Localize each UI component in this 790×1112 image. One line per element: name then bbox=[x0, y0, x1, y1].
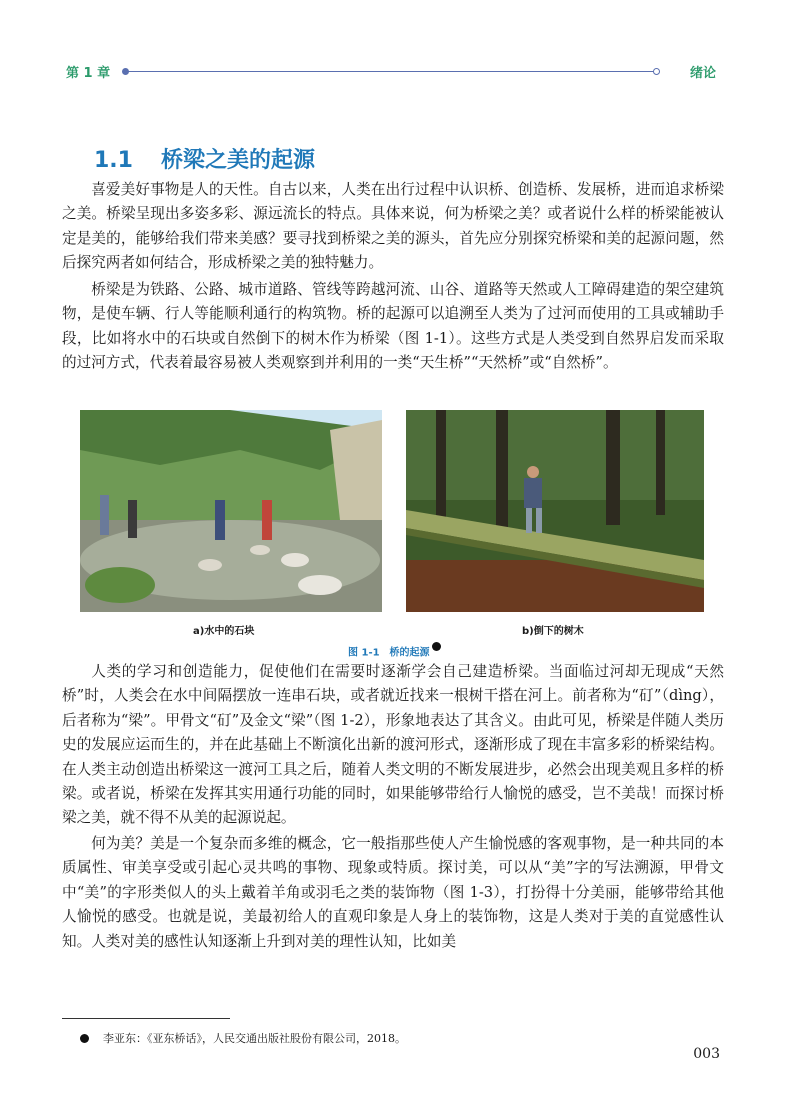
footnote bbox=[80, 1030, 406, 1046]
paragraph-3: 人类的学习和创造能力，促使他们在需要时逐渐学会自己建造桥梁。当面临过河却无现成“天然桥”时，人类会在水中间隔摆放一连串石块，或者就近找来一根树干搭在河上。前者称为“矴”（dìng），后者称为“梁”。甲骨文“矴”及金文“梁”（图 1-2），形象地表达了其含义。由此可见，桥梁是伴随人类历史的发展应运而生的，并在此基础上不断演化出新的渡河形式，逐渐形成了现在丰富多彩的桥梁结构。在人类主动创造出桥梁这一渡河工具之后，随着人类文明的不断发展进步，必然会出现美观且多样的桥梁。或者说，桥梁在发挥其实用通行功能的同时，如果能够带给行人愉悦的感受，岂不美哉！而探讨桥梁之美，就不得不从美的起源说起。 bbox=[62, 663, 724, 827]
page-number: 003 bbox=[693, 1046, 720, 1062]
header-dot-right bbox=[653, 68, 660, 75]
photo-stepping-stones bbox=[80, 410, 382, 612]
paragraph-2: 桥梁是为铁路、公路、城市道路、管线等跨越河流、山谷、道路等天然或人工障碍建造的架空建筑物，是使车辆、行人等能顺利通行的构筑物。桥的起源可以追溯至人类为了过河而使用的工具或辅助手段，比如将水中的石块或自然倒下的树木作为桥梁（图 1-1）。这些方式是人类受到自然界启发而采取的过河方式，代表着最容易被人类观察到并利用的一类“天生桥”“天然桥”或“自然桥”。 bbox=[62, 281, 724, 372]
figure-caption bbox=[348, 642, 441, 658]
section-title bbox=[94, 143, 315, 174]
subcaption-a: a)水中的石块 bbox=[193, 626, 255, 637]
photo-fallen-log bbox=[406, 410, 704, 612]
paragraph-1: 喜爱美好事物是人的天性。自古以来，人类在出行过程中认识桥、创造桥、发展桥，进而追求桥梁之美。桥梁呈现出多姿多彩、源远流长的特点。具体来说，何为桥梁之美？或者说什么样的桥梁能被认定是美的，能够给我们带来美感？要寻找到桥梁之美的源头，首先应分别探究桥梁和美的起源问题，然后探究两者如何结合，形成桥梁之美的独特魅力。 bbox=[62, 181, 724, 272]
footnote-text: 李亚东：《亚东桥话》，人民交通出版社股份有限公司，2018。 bbox=[103, 1032, 406, 1045]
running-header bbox=[66, 62, 716, 84]
section-number: 1.1 bbox=[94, 148, 133, 173]
footnote-rule bbox=[62, 1018, 230, 1019]
chapter-label: 第 1 章 bbox=[66, 66, 111, 81]
section-title-text: 桥梁之美的起源 bbox=[160, 148, 315, 173]
header-rule bbox=[126, 71, 656, 72]
subcaption-b: b)倒下的树木 bbox=[522, 626, 584, 637]
section-label: 绪论 bbox=[689, 66, 716, 81]
paragraph-4: 何为美？美是一个复杂而多维的概念，它一般指那些使人产生愉悦感的客观事物，是一种共同的本质属性、审美享受或引起心灵共鸣的事物、现象或特质。探讨美，可以从“美”字的写法溯源，甲骨文中“美”的字形类似人的头上戴着羊角或羽毛之类的装饰物（图 1-3），打扮得十分美丽，能够带给其他人愉悦的感受。也就是说，美最初给人的直观印象是人身上的装饰物，这是人类对于美的直觉感性认知。人类对美的感性认知逐渐上升到对美的理性认知，比如美 bbox=[62, 835, 724, 950]
footnote-ref-marker bbox=[432, 642, 441, 651]
footnote-marker bbox=[80, 1034, 89, 1043]
figure-caption-text: 图 1-1 桥的起源 bbox=[348, 647, 430, 659]
